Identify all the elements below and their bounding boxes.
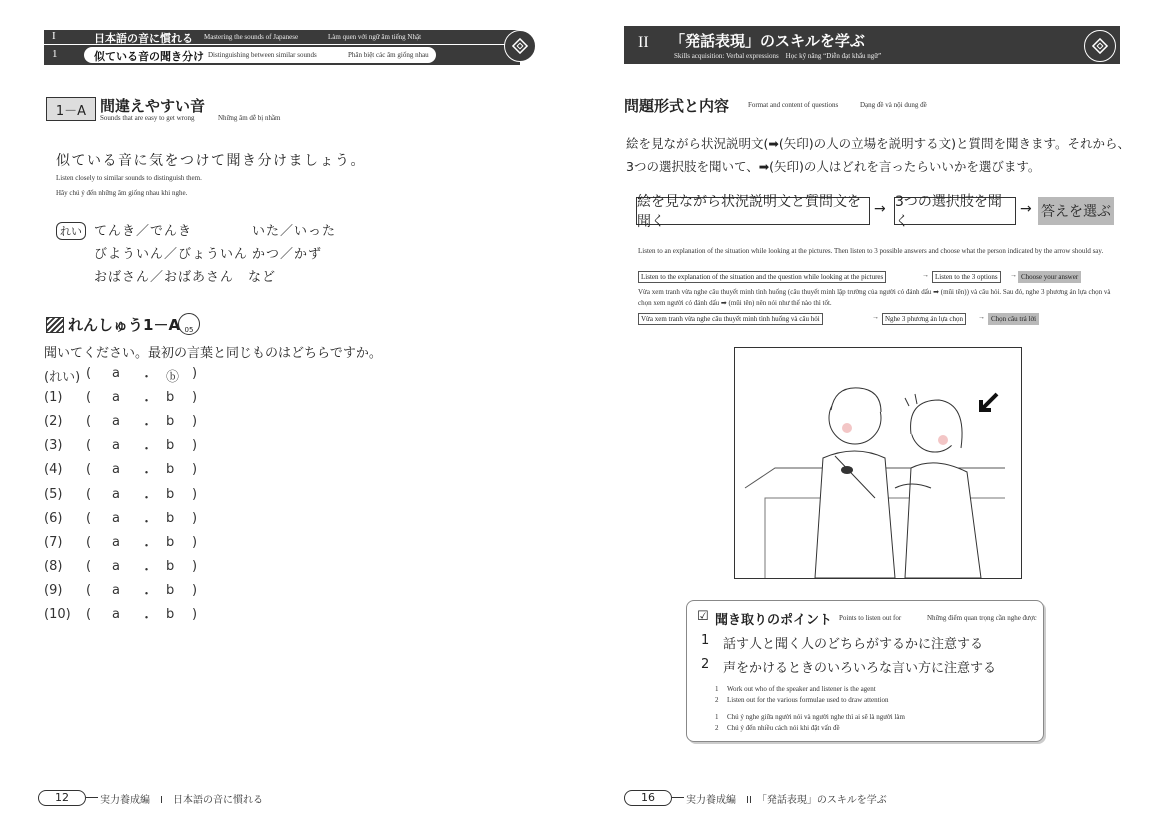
vi-flow-step: Chọn câu trả lời <box>988 313 1039 325</box>
option-a[interactable]: a <box>112 583 120 598</box>
option-a[interactable]: a <box>112 535 120 550</box>
section-heading: 間違えやすい音 <box>100 97 206 115</box>
answer-row-example: (れい) ( a ・ ⓑ ) <box>44 366 198 385</box>
section-badge: 1－A <box>46 97 96 121</box>
option-b[interactable]: b <box>166 535 175 550</box>
description-en: Listen to an explanation of the situation while looking at the pictures. Then listen to 3 possible answers and choose what the person indicated by the arrow should say. <box>638 247 1104 255</box>
option-b[interactable]: b <box>166 487 175 502</box>
chapter-title: 日本語の音に慣れる <box>94 32 193 45</box>
option-a[interactable]: a <box>112 487 120 502</box>
footer-title: 実力養成編 I 日本語の音に慣れる <box>100 795 263 806</box>
points-title: 聞き取りのポイント <box>715 613 833 628</box>
flow-arrow: → <box>1010 271 1017 279</box>
answer-row: (3) ( a ・ b ) <box>44 438 198 457</box>
section-heading-vi: Những âm dễ bị nhầm <box>218 114 281 122</box>
page-number: 16 <box>624 790 672 806</box>
option-a[interactable]: a <box>112 607 120 622</box>
checkbox-icon: ☑ <box>697 609 709 624</box>
right-page <box>600 0 1160 819</box>
option-b[interactable]: b <box>166 559 175 574</box>
answer-row: (10) ( a ・ b ) <box>44 607 198 626</box>
page-number: 12 <box>38 790 86 806</box>
point-text-vi: Chú ý nghe giữa người nói và người nghe thì ai sẽ là người làm <box>727 713 905 721</box>
section-title-pill <box>84 47 436 63</box>
answer-row: (5) ( a ・ b ) <box>44 487 198 506</box>
practice-title: れんしゅう1－A <box>68 316 181 334</box>
example-pair: びよういん／びょういん <box>94 247 249 262</box>
point-text-en: Work out who of the speaker and listener is the agent <box>727 685 876 693</box>
points-title-vi: Những điểm quan trọng cần nghe được <box>927 614 1037 622</box>
row-number: (7) <box>44 535 63 550</box>
flow-arrow: → <box>874 201 886 217</box>
en-flow-step: Listen to the explanation of the situation and the question while looking at the pictures <box>638 271 886 283</box>
instruction-jp: 似ている音に気をつけて聞き分けましょう。 <box>56 153 366 169</box>
audio-track-icon[interactable] <box>178 313 200 335</box>
point-number: 2 <box>701 657 710 672</box>
flow-arrow: → <box>978 313 985 321</box>
pencil-stripe-icon <box>46 317 64 333</box>
option-b[interactable]: b <box>166 438 175 453</box>
flow-arrow: → <box>922 271 929 279</box>
option-b[interactable]: b <box>166 511 175 526</box>
section-heading-en: Format and content of questions <box>748 101 839 109</box>
example-pair: てんき／でんき <box>94 224 193 239</box>
practice-question: 聞いてください。最初の言葉と同じものはどちらですか。 <box>44 346 382 361</box>
flow-step-answer: 答えを選ぶ <box>1038 197 1114 225</box>
description-jp-line2: 3つの選択肢を聞いて、➡(矢印)の人はどれを言ったらいいかを選びます。 <box>626 159 1041 174</box>
section-title: 似ている音の聞き分け <box>94 50 204 63</box>
answer-row: (4) ( a ・ b ) <box>44 462 198 481</box>
row-number: (1) <box>44 390 63 405</box>
section-heading-vi: Dạng đề và nội dung đề <box>860 101 927 109</box>
chapter-number: II <box>638 34 649 51</box>
row-number: (6) <box>44 511 63 526</box>
answer-row: (1) ( a ・ b ) <box>44 390 198 409</box>
flow-step-listen: 絵を見ながら状況説明文と質問文を聞く <box>636 197 870 225</box>
point-number: 2 <box>715 724 719 732</box>
option-a[interactable]: a <box>112 462 120 477</box>
point-text-jp: 話す人と聞く人のどちらがするかに注意する <box>723 637 984 652</box>
point-number: 2 <box>715 696 719 704</box>
option-b[interactable]: ⓑ <box>166 370 180 385</box>
option-b[interactable]: b <box>166 390 175 405</box>
instruction-vi: Hãy chú ý đến những âm giống nhau khi nghe. <box>56 189 188 197</box>
left-page <box>0 0 560 819</box>
flow-step-options: 3つの選択肢を聞く <box>894 197 1016 225</box>
answer-row: (8) ( a ・ b ) <box>44 559 198 578</box>
chapter-number: I <box>52 30 56 42</box>
point-number: 1 <box>701 633 710 648</box>
example-pair: おばさん／おばあさん など <box>94 270 277 285</box>
footer-rule <box>86 797 98 798</box>
example-pair: かつ／かず <box>252 247 323 262</box>
description-vi: Vừa xem tranh vừa nghe câu thuyết minh tình huống (câu thuyết minh lập trường của người có đánh dấu ➡ (mũi tên)) và câu hỏi. Sau đó, nghe 3 phương án lựa chọn và chọn xem người có đánh dấu ➡ (mũi tên) nên nói như thế nào thì tốt. <box>638 288 1111 307</box>
row-number: (5) <box>44 487 63 502</box>
footer-title: 実力養成編 II 「発話表現」のスキルを学ぶ <box>686 795 887 806</box>
vi-flow-step: Nghe 3 phương án lựa chọn <box>882 313 966 325</box>
row-number: (4) <box>44 462 63 477</box>
answer-row: (2) ( a ・ b ) <box>44 414 198 433</box>
en-flow-step: Choose your answer <box>1018 271 1081 283</box>
option-a[interactable]: a <box>112 438 120 453</box>
answer-row: (7) ( a ・ b ) <box>44 535 198 554</box>
point-text-vi: Chú ý đến nhiều cách nói khi đặt vấn đề <box>727 724 840 732</box>
knot-emblem-icon <box>1084 30 1116 62</box>
point-text-jp: 声をかけるときのいろいろな言い方に注意する <box>723 661 997 676</box>
option-a[interactable]: a <box>112 511 120 526</box>
chapter-header-bar <box>44 30 520 44</box>
answer-row: (9) ( a ・ b ) <box>44 583 198 602</box>
option-a[interactable]: a <box>112 559 120 574</box>
row-number: (2) <box>44 414 63 429</box>
option-a[interactable]: a <box>112 414 120 429</box>
flow-arrow: → <box>872 313 879 321</box>
example-label: れい <box>56 222 86 240</box>
audio-track-number: 05 <box>184 326 194 334</box>
chapter-title-vi: Làm quen với ngữ âm tiếng Nhật <box>328 33 422 41</box>
points-title-en: Points to listen out for <box>839 614 902 622</box>
chapter-header-bar <box>624 26 1120 64</box>
section-heading: 問題形式と内容 <box>624 97 730 115</box>
section-title-vi: Phân biệt các âm giống nhau <box>348 51 429 59</box>
listening-points-box <box>686 600 1044 742</box>
section-title-en: Distinguishing between similar sounds <box>208 51 317 59</box>
conversation-illustration <box>734 347 1022 579</box>
footer-rule <box>672 797 684 798</box>
section-heading-en: Sounds that are easy to get wrong <box>100 114 195 122</box>
option-b[interactable]: b <box>166 462 175 477</box>
row-number: (れい) <box>44 370 81 385</box>
point-number: 1 <box>715 685 719 693</box>
answer-row: (6) ( a ・ b ) <box>44 511 198 530</box>
point-number: 1 <box>715 713 719 721</box>
row-number: (8) <box>44 559 63 574</box>
option-a[interactable]: a <box>112 390 120 405</box>
option-b[interactable]: b <box>166 414 175 429</box>
row-number: (10) <box>44 607 71 622</box>
instruction-en: Listen closely to similar sounds to distinguish them. <box>56 174 202 182</box>
description-jp-line1: 絵を見ながら状況説明文(➡(矢印)の人の立場を説明する文)と質問を聞きます。それから、 <box>626 136 1130 151</box>
row-number: (9) <box>44 583 63 598</box>
knot-emblem-icon <box>504 30 536 62</box>
row-number: (3) <box>44 438 63 453</box>
example-pair: いた／いった <box>252 224 337 239</box>
point-text-en: Listen out for the various formulae used to draw attention <box>727 696 889 704</box>
option-b[interactable]: b <box>166 607 175 622</box>
chapter-subtitle: Skills acquisition: Verbal expressions Học kỹ năng “Diễn đạt khẩu ngữ” <box>674 52 882 60</box>
flow-arrow: → <box>1020 201 1032 217</box>
section-header-bar <box>44 45 520 65</box>
chapter-title-en: Mastering the sounds of Japanese <box>204 33 299 41</box>
option-a[interactable]: a <box>112 366 120 381</box>
vi-flow-step: Vừa xem tranh vừa nghe câu thuyết minh tình huống và câu hỏi <box>638 313 823 325</box>
option-b[interactable]: b <box>166 583 175 598</box>
section-number: 1 <box>52 48 58 60</box>
en-flow-step: Listen to the 3 options <box>932 271 1001 283</box>
chapter-title: 「発話表現」のスキルを学ぶ <box>670 32 865 50</box>
